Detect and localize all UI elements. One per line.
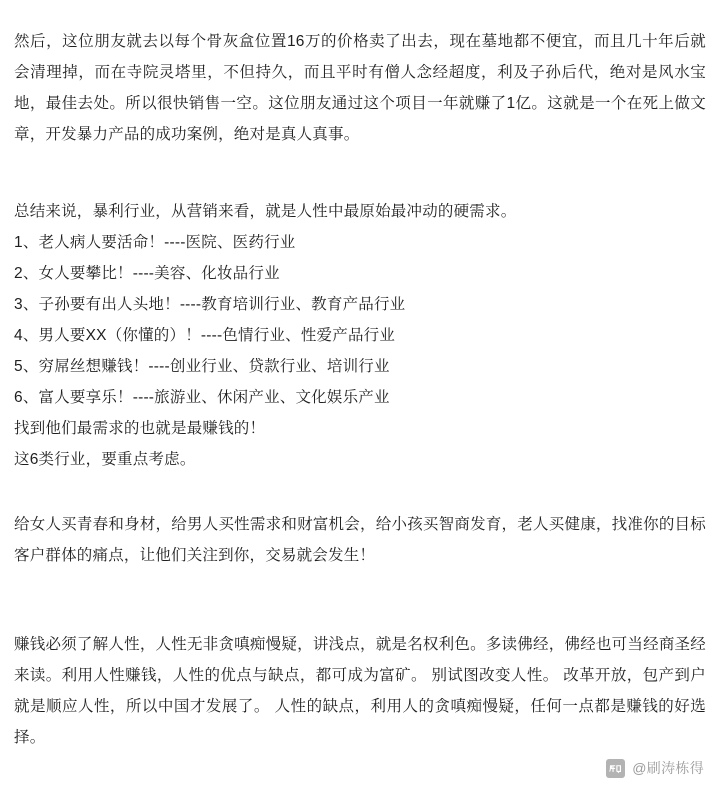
list-note-1: 找到他们最需求的也就是最赚钱的！ — [14, 420, 266, 437]
list-item: 2、女人要攀比！----美容、化妆品行业 — [14, 265, 280, 282]
list-item: 6、富人要享乐！----旅游业、休闲产业、文化娱乐产业 — [14, 389, 390, 406]
list-note-2: 这6类行业，要重点考虑。 — [14, 451, 196, 468]
zhihu-logo-icon — [606, 759, 625, 778]
spacer — [14, 180, 706, 196]
list-item: 5、穷屌丝想赚钱！----创业行业、贷款行业、培训行业 — [14, 358, 390, 375]
watermark-label: @刷涛栋得 — [632, 760, 704, 776]
paragraph-3: 给女人买青春和身材，给男人买性需求和财富机会，给小孩买智商发育，老人买健康，找准你的目标客户群体的痛点，让他们关注到你，交易就会发生！ — [14, 516, 706, 564]
watermark — [606, 758, 704, 778]
spacer — [14, 475, 706, 509]
list-item: 1、老人病人要活命！----医院、医药行业 — [14, 234, 296, 251]
paragraph-4: 赚钱必须了解人性，人性无非贪嗔痴慢疑，讲浅点，就是名权利色。多读佛经，佛经也可当经商圣经来读。利用人性赚钱，人性的优点与缺点，都可成为富矿。 别试图改变人性。 改革开放，包产到户就是顺应人性，所以中国才发展了。 人性的缺点，利用人的贪嗔痴慢疑，任何一点都是赚钱的好选择。 — [14, 636, 706, 746]
industry-list — [14, 227, 706, 413]
list-item: 3、子孙要有出人头地！----教育培训行业、教育产品行业 — [14, 296, 406, 313]
list-item: 4、男人要XX（你懂的）！----色情行业、性爱产品行业 — [14, 327, 396, 344]
paragraph-2: 总结来说，暴利行业，从营销来看，就是人性中最原始最冲动的硬需求。 — [14, 203, 517, 220]
spacer — [14, 601, 706, 629]
paragraph-1: 然后，这位朋友就去以每个骨灰盒位置16万的价格卖了出去，现在墓地都不便宜，而且几十年后就会清理掉，而在寺院灵塔里，不但持久，而且平时有僧人念经超度，利及子孙后代，绝对是风水宝地，最佳去处。所以很快销售一空。这位朋友通过这个项目一年就赚了1亿。这就是一个在死上做文章，开发暴力产品的成功案例，绝对是真人真事。 — [14, 33, 706, 143]
